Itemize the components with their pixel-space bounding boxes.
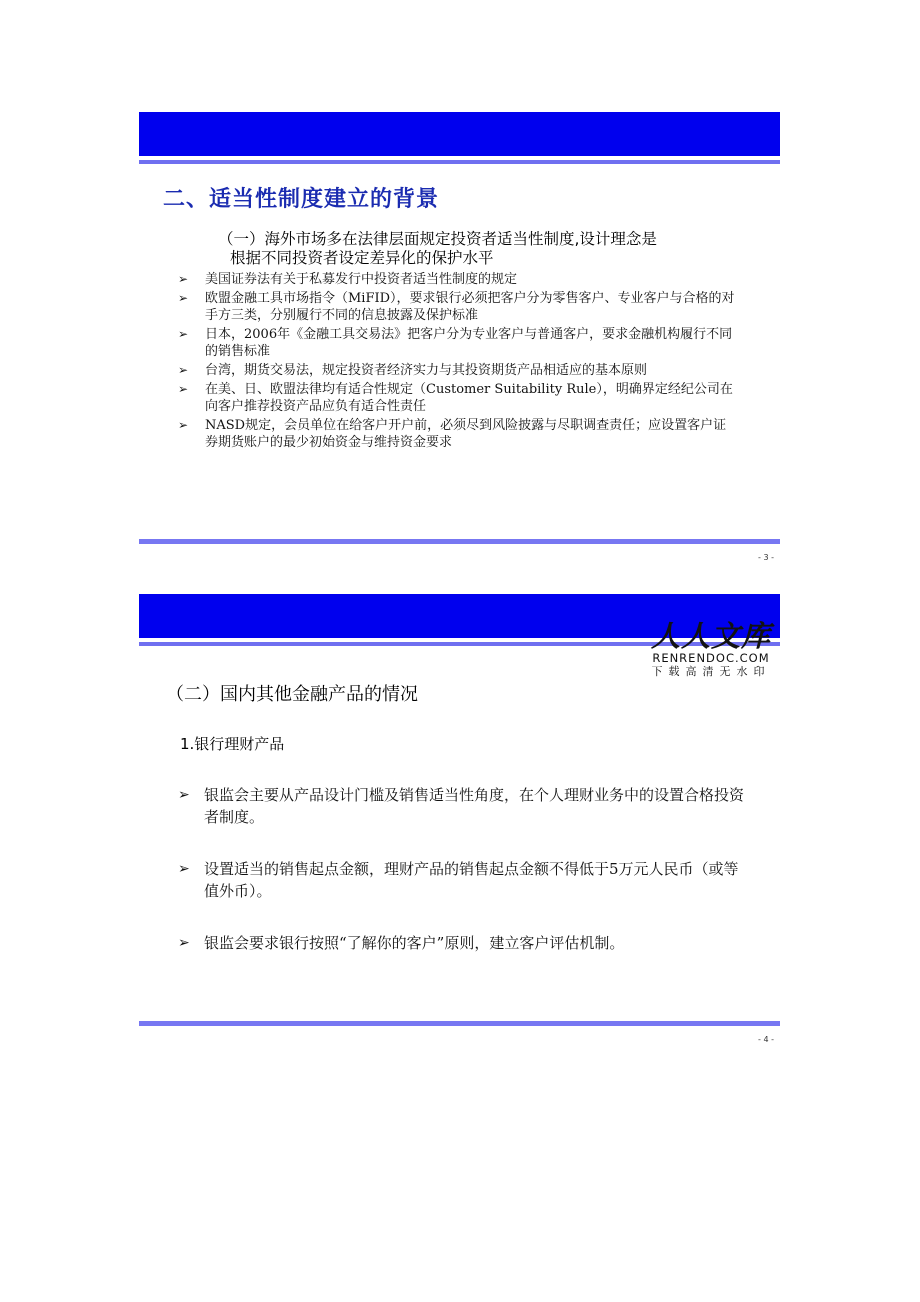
arrow-right-icon: ➢ — [178, 382, 189, 396]
list-item: ➢ 欧盟金融工具市场指令（MiFID），要求银行必须把客户分为零售客户、专业客户与合格的对手方三类，分别履行不同的信息披露及保护标准 — [178, 291, 735, 323]
slide4-page-number: - 4 - — [758, 1035, 774, 1044]
watermark-tagline: 下载高清无水印 — [651, 665, 771, 678]
arrow-right-icon: ➢ — [178, 935, 190, 951]
list-item: ➢ 银监会主要从产品设计门槛及销售适当性角度，在个人理财业务中的设置合格投资者制度。 — [178, 786, 745, 826]
slide4-subtitle: 1.银行理财产品 — [180, 735, 285, 753]
slide3-bullet-list — [178, 271, 738, 453]
list-item: ➢ 在美、日、欧盟法律均有适合性规定（Customer Suitability Rule），明确界定经纪公司在向客户推荐投资产品应负有适合性责任 — [178, 382, 733, 414]
slide3-footer-line — [139, 539, 780, 544]
slide3-title: 二、适当性制度建立的背景 — [163, 187, 440, 212]
slide3-subheading-line2: 根据不同投资者设定差异化的保护水平 — [230, 249, 494, 267]
arrow-right-icon: ➢ — [178, 787, 190, 803]
arrow-right-icon: ➢ — [178, 272, 189, 286]
list-item: ➢ 日本，2006年《金融工具交易法》把客户分为专业客户与普通客户，要求金融机构履行不同的销售标准 — [178, 327, 733, 359]
slide4-bullet-list — [178, 784, 748, 984]
arrow-right-icon: ➢ — [178, 861, 190, 877]
slide4-footer-line — [139, 1021, 780, 1026]
watermark-logo: 人人文库 — [650, 619, 771, 653]
slide3-page-number: - 3 - — [758, 553, 774, 562]
slide3-header-band — [139, 112, 780, 156]
arrow-right-icon: ➢ — [178, 327, 189, 341]
watermark — [646, 620, 776, 679]
list-item: ➢ 银监会要求银行按照“了解你的客户”原则，建立客户评估机制。 — [178, 934, 625, 952]
arrow-right-icon: ➢ — [178, 363, 189, 377]
slide3-subheading-line1: （一）海外市场多在法律层面规定投资者适当性制度,设计理念是 — [218, 230, 657, 248]
list-item: ➢ 设置适当的销售起点金额，理财产品的销售起点金额不得低于5万元人民币（或等值外币）。 — [178, 860, 739, 900]
slide3-subheading — [218, 230, 738, 268]
list-item: ➢ NASD规定，会员单位在给客户开户前，必须尽到风险披露与尽职调查责任；应设置客户证券期货账户的最少初始资金与维持资金要求 — [178, 418, 727, 450]
list-item: ➢ 台湾，期货交易法，规定投资者经济实力与其投资期货产品相适应的基本原则 — [178, 363, 648, 378]
watermark-domain: RENRENDOC.COM — [652, 651, 770, 665]
slide4-title: （二）国内其他金融产品的情况 — [166, 684, 418, 705]
arrow-right-icon: ➢ — [178, 418, 189, 432]
arrow-right-icon: ➢ — [178, 291, 189, 305]
list-item: ➢ 美国证券法有关于私募发行中投资者适当性制度的规定 — [178, 272, 518, 287]
slide3-header-underline — [139, 160, 780, 164]
